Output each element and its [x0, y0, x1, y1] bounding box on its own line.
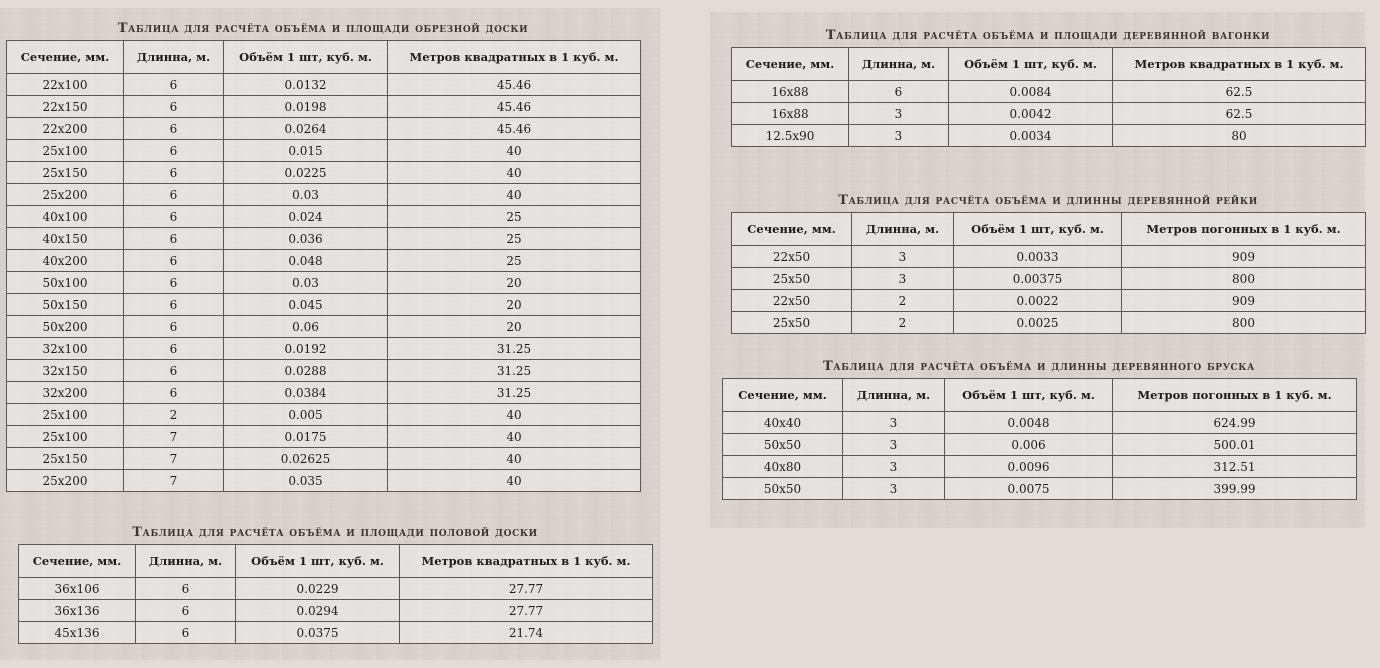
table-cell: 0.0225: [224, 162, 388, 184]
table-cell: 6: [124, 96, 224, 118]
table-cell: 20: [388, 272, 641, 294]
table-cell: 7: [124, 448, 224, 470]
table-row: [7, 118, 641, 140]
table-cell: 22х50: [732, 290, 852, 312]
table-cell: 0.0022: [954, 290, 1122, 312]
table-cell: 25х100: [7, 404, 124, 426]
table-cell: 909: [1122, 246, 1366, 268]
table-cell: 0.0084: [949, 81, 1113, 103]
table-cell: 0.0192: [224, 338, 388, 360]
table-row: [732, 246, 1366, 268]
table-cell: 27.77: [400, 600, 653, 622]
table-row: [7, 272, 641, 294]
lining-title: Таблица для расчёта объёма и площади деревянной вагонки: [825, 28, 1271, 43]
column-header: Длинна, м.: [124, 41, 224, 74]
table-cell: 32х150: [7, 360, 124, 382]
table-row: [732, 290, 1366, 312]
table-cell: 0.02625: [224, 448, 388, 470]
table-cell: 0.0229: [236, 578, 400, 600]
table-cell: 3: [852, 268, 954, 290]
table-cell: 20: [388, 316, 641, 338]
table-row: [7, 470, 641, 492]
header-row: [732, 213, 1366, 246]
table-row: [732, 81, 1366, 103]
table-cell: 32х100: [7, 338, 124, 360]
table-row: [732, 103, 1366, 125]
table-cell: 40х200: [7, 250, 124, 272]
header-row: [723, 379, 1357, 412]
table-cell: 0.0096: [945, 456, 1113, 478]
table-cell: 25х150: [7, 162, 124, 184]
table-cell: 50х50: [723, 434, 843, 456]
table-row: [7, 184, 641, 206]
column-header: Длинна, м.: [136, 545, 236, 578]
column-header: Сечение, мм.: [19, 545, 136, 578]
beam-title: Таблица для расчёта объёма и длинны деревянного бруска: [823, 359, 1255, 374]
table-cell: 45х136: [19, 622, 136, 644]
column-header: Метров погонных в 1 куб. м.: [1113, 379, 1357, 412]
header-row: [732, 48, 1366, 81]
table-cell: 6: [136, 622, 236, 644]
table-cell: 0.015: [224, 140, 388, 162]
slat-table: [731, 212, 1366, 334]
table-row: [7, 96, 641, 118]
table-cell: 16х88: [732, 81, 849, 103]
table-cell: 40х40: [723, 412, 843, 434]
column-header: Метров квадратных в 1 куб. м.: [400, 545, 653, 578]
table-cell: 800: [1122, 268, 1366, 290]
table-cell: 50х100: [7, 272, 124, 294]
table-cell: 62.5: [1113, 103, 1366, 125]
table-cell: 0.005: [224, 404, 388, 426]
edged-board-table: [6, 40, 641, 492]
column-header: Объём 1 шт, куб. м.: [945, 379, 1113, 412]
table-cell: 62.5: [1113, 81, 1366, 103]
table-cell: 80: [1113, 125, 1366, 147]
table-cell: 22х150: [7, 96, 124, 118]
table-cell: 3: [849, 125, 949, 147]
table-cell: 40: [388, 448, 641, 470]
column-header: Длинна, м.: [852, 213, 954, 246]
header-row: [7, 41, 641, 74]
table-cell: 0.03: [224, 184, 388, 206]
table-cell: 6: [124, 272, 224, 294]
table-cell: 6: [124, 118, 224, 140]
table-row: [7, 140, 641, 162]
table-cell: 0.0042: [949, 103, 1113, 125]
table-cell: 40х80: [723, 456, 843, 478]
table-cell: 40: [388, 470, 641, 492]
table-cell: 25: [388, 228, 641, 250]
table-cell: 6: [124, 360, 224, 382]
table-cell: 6: [124, 250, 224, 272]
table-cell: 312.51: [1113, 456, 1357, 478]
table-cell: 0.0175: [224, 426, 388, 448]
table-cell: 909: [1122, 290, 1366, 312]
table-cell: 6: [124, 228, 224, 250]
table-row: [7, 294, 641, 316]
table-cell: 6: [124, 184, 224, 206]
table-cell: 27.77: [400, 578, 653, 600]
table-cell: 25х100: [7, 140, 124, 162]
table-cell: 25х200: [7, 470, 124, 492]
table-cell: 0.0025: [954, 312, 1122, 334]
table-cell: 6: [124, 294, 224, 316]
table-cell: 25х150: [7, 448, 124, 470]
table-cell: 7: [124, 426, 224, 448]
table-row: [19, 622, 653, 644]
table-cell: 22х50: [732, 246, 852, 268]
table-cell: 6: [124, 316, 224, 338]
table-cell: 6: [849, 81, 949, 103]
table-row: [7, 206, 641, 228]
table-cell: 12.5х90: [732, 125, 849, 147]
table-cell: 0.0198: [224, 96, 388, 118]
table-cell: 40: [388, 426, 641, 448]
table-row: [7, 250, 641, 272]
table-cell: 0.0264: [224, 118, 388, 140]
column-header: Сечение, мм.: [723, 379, 843, 412]
table-cell: 40: [388, 404, 641, 426]
table-row: [7, 338, 641, 360]
table-cell: 3: [852, 246, 954, 268]
table-cell: 2: [852, 290, 954, 312]
column-header: Сечение, мм.: [732, 213, 852, 246]
table-cell: 2: [852, 312, 954, 334]
edged-board-section: [6, 18, 641, 492]
table-cell: 0.036: [224, 228, 388, 250]
table-cell: 500.01: [1113, 434, 1357, 456]
table-row: [19, 578, 653, 600]
table-cell: 6: [124, 382, 224, 404]
table-row: [7, 360, 641, 382]
table-row: [7, 316, 641, 338]
table-cell: 0.0294: [236, 600, 400, 622]
table-cell: 25: [388, 206, 641, 228]
table-cell: 31.25: [388, 382, 641, 404]
column-header: Объём 1 шт, куб. м.: [224, 41, 388, 74]
table-row: [723, 478, 1357, 500]
table-cell: 40х150: [7, 228, 124, 250]
table-cell: 3: [843, 434, 945, 456]
table-cell: 3: [843, 412, 945, 434]
table-row: [723, 412, 1357, 434]
table-cell: 0.048: [224, 250, 388, 272]
table-cell: 3: [843, 456, 945, 478]
header-row: [19, 545, 653, 578]
table-cell: 45.46: [388, 118, 641, 140]
table-cell: 399.99: [1113, 478, 1357, 500]
table-row: [723, 456, 1357, 478]
table-cell: 6: [124, 140, 224, 162]
table-cell: 6: [124, 338, 224, 360]
table-cell: 0.0384: [224, 382, 388, 404]
slat-section: [731, 190, 1366, 334]
table-cell: 21.74: [400, 622, 653, 644]
table-row: [7, 74, 641, 96]
table-cell: 0.006: [945, 434, 1113, 456]
column-header: Объём 1 шт, куб. м.: [236, 545, 400, 578]
table-cell: 45.46: [388, 96, 641, 118]
table-row: [7, 228, 641, 250]
beam-section: [722, 356, 1357, 500]
table-cell: 0.0288: [224, 360, 388, 382]
table-cell: 6: [136, 600, 236, 622]
table-cell: 3: [849, 103, 949, 125]
table-row: [7, 382, 641, 404]
table-cell: 0.00375: [954, 268, 1122, 290]
table-row: [7, 162, 641, 184]
column-header: Метров квадратных в 1 куб. м.: [388, 41, 641, 74]
table-cell: 36х136: [19, 600, 136, 622]
table-cell: 50х150: [7, 294, 124, 316]
table-cell: 0.045: [224, 294, 388, 316]
table-cell: 40: [388, 140, 641, 162]
edged-board-title: Таблица для расчёта объёма и площади обрезной доски: [117, 21, 529, 36]
table-cell: 25: [388, 250, 641, 272]
table-cell: 0.0048: [945, 412, 1113, 434]
table-cell: 624.99: [1113, 412, 1357, 434]
table-cell: 0.0375: [236, 622, 400, 644]
table-cell: 0.03: [224, 272, 388, 294]
table-cell: 2: [124, 404, 224, 426]
table-cell: 22х200: [7, 118, 124, 140]
table-cell: 36х106: [19, 578, 136, 600]
table-cell: 0.0034: [949, 125, 1113, 147]
lining-table: [731, 47, 1366, 147]
column-header: Длинна, м.: [849, 48, 949, 81]
floor-board-table: [18, 544, 653, 644]
lining-section: [731, 25, 1366, 147]
table-row: [732, 268, 1366, 290]
table-cell: 6: [136, 578, 236, 600]
table-cell: 32х200: [7, 382, 124, 404]
table-row: [7, 448, 641, 470]
table-cell: 31.25: [388, 338, 641, 360]
table-cell: 40х100: [7, 206, 124, 228]
column-header: Сечение, мм.: [7, 41, 124, 74]
table-cell: 40: [388, 184, 641, 206]
table-cell: 50х50: [723, 478, 843, 500]
table-cell: 25х200: [7, 184, 124, 206]
table-cell: 16х88: [732, 103, 849, 125]
table-cell: 6: [124, 162, 224, 184]
table-cell: 0.06: [224, 316, 388, 338]
table-cell: 22х100: [7, 74, 124, 96]
table-cell: 0.035: [224, 470, 388, 492]
table-cell: 50х200: [7, 316, 124, 338]
table-cell: 6: [124, 74, 224, 96]
table-cell: 0.0132: [224, 74, 388, 96]
table-cell: 25х50: [732, 312, 852, 334]
floor-board-title: Таблица для расчёта объёма и площади половой доски: [132, 525, 538, 540]
column-header: Объём 1 шт, куб. м.: [949, 48, 1113, 81]
floor-board-section: [18, 522, 653, 644]
table-cell: 25х50: [732, 268, 852, 290]
table-cell: 3: [843, 478, 945, 500]
column-header: Длинна, м.: [843, 379, 945, 412]
column-header: Метров квадратных в 1 куб. м.: [1113, 48, 1366, 81]
table-row: [7, 404, 641, 426]
table-cell: 0.024: [224, 206, 388, 228]
table-cell: 0.0033: [954, 246, 1122, 268]
table-cell: 45.46: [388, 74, 641, 96]
column-header: Объём 1 шт, куб. м.: [954, 213, 1122, 246]
table-cell: 6: [124, 206, 224, 228]
table-row: [732, 125, 1366, 147]
table-cell: 40: [388, 162, 641, 184]
table-cell: 25х100: [7, 426, 124, 448]
beam-table: [722, 378, 1357, 500]
table-cell: 20: [388, 294, 641, 316]
table-cell: 31.25: [388, 360, 641, 382]
column-header: Метров погонных в 1 куб. м.: [1122, 213, 1366, 246]
table-row: [732, 312, 1366, 334]
table-cell: 0.0075: [945, 478, 1113, 500]
table-row: [19, 600, 653, 622]
table-row: [723, 434, 1357, 456]
slat-title: Таблица для расчёта объёма и длинны деревянной рейки: [838, 193, 1258, 208]
column-header: Сечение, мм.: [732, 48, 849, 81]
table-row: [7, 426, 641, 448]
table-cell: 800: [1122, 312, 1366, 334]
table-cell: 7: [124, 470, 224, 492]
